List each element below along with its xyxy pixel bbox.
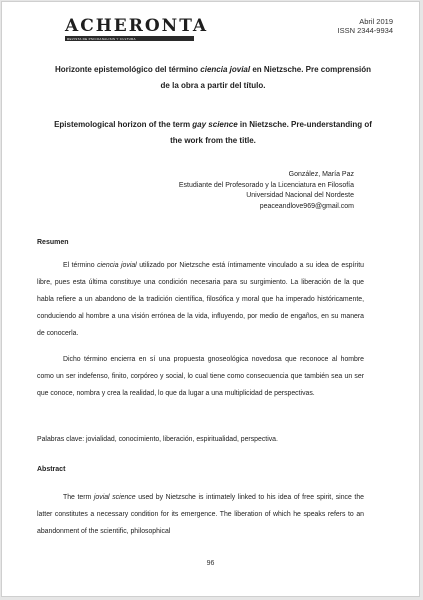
page-number: 96 — [206, 560, 215, 567]
abstract-p1-start: The term — [63, 494, 94, 501]
title-spanish-start: Horizonte epistemológico del término — [54, 65, 201, 74]
abstract-heading: Abstract — [37, 466, 66, 473]
abstract-paragraph-1 — [37, 489, 364, 540]
paper-page — [1, 1, 420, 597]
author-block — [179, 170, 354, 212]
title-english-term: gay science — [192, 120, 238, 129]
author-role: Estudiante del Profesorado y la Licenciatura en Filosofía — [178, 181, 354, 189]
resumen-paragraph-2: Dicho término encierra en sí una propuesta gnoseológica novedosa que reconoce al hombre como un ser indefenso, finito, corpóreo y social, lo cual tiene como consecuencia que también sea un ser que conoce, nombra y crea la realidad, lo que da lugar a una multiplicidad de perspectivas. — [37, 356, 364, 397]
logo-wordmark: ACHERONTA — [65, 16, 209, 36]
abstract-p1-end: used by Nietzsche is intimately linked to his idea of free spirit, since the latter constitutes a necessary condition for its emergence. The liberation of which he speaks refers to an abandonment of the scientific, philosophical — [37, 494, 365, 535]
title-english-start: Epistemological horizon of the term — [54, 120, 193, 129]
abstract-p1-term: jovial science — [93, 494, 136, 501]
resumen-heading: Resumen — [37, 239, 69, 246]
title-spanish — [54, 62, 372, 94]
resumen-p1-term: ciencia jovial — [97, 262, 137, 269]
title-spanish-end: en Nietzsche. Pre comprensión de la obra a partir del título. — [160, 65, 372, 90]
title-english — [54, 117, 372, 149]
author-institution: Universidad Nacional del Nordeste — [246, 192, 354, 199]
keywords: Palabras clave: jovialidad, conocimiento, liberación, espiritualidad, perspectiva. — [37, 436, 278, 443]
title-english-end: in Nietzsche. Pre-understanding of the work from the title. — [170, 120, 372, 145]
title-spanish-term: ciencia jovial — [200, 65, 251, 74]
logo-subtitle: REVISTA DE PSICOANALISIS Y CULTURA — [67, 37, 136, 41]
journal-meta — [338, 17, 393, 35]
journal-logo — [65, 16, 209, 46]
resumen-paragraph-1 — [37, 257, 364, 342]
resumen-p1-end: utilizado por Nietzsche está íntimamente vinculado a su idea de espíritu libre, pues esta última constituye una condición necesaria para su surgimiento. La liberación de la que habla refiere a un abandono de la tradición científica, filosófica y moral que ha imperado históricamente, conduciendo al hombre a una visión errónea de la vida, influyendo, por medio de engaños, en su manera de conocerla. — [37, 262, 364, 337]
resumen-p1-start: El término — [63, 262, 98, 269]
issn: ISSN 2344-9934 — [337, 26, 393, 35]
issue-date: Abril 2019 — [359, 17, 393, 26]
author-email: peaceandlove969@gmail.com — [259, 202, 354, 210]
author-name: González, María Paz — [288, 171, 354, 178]
